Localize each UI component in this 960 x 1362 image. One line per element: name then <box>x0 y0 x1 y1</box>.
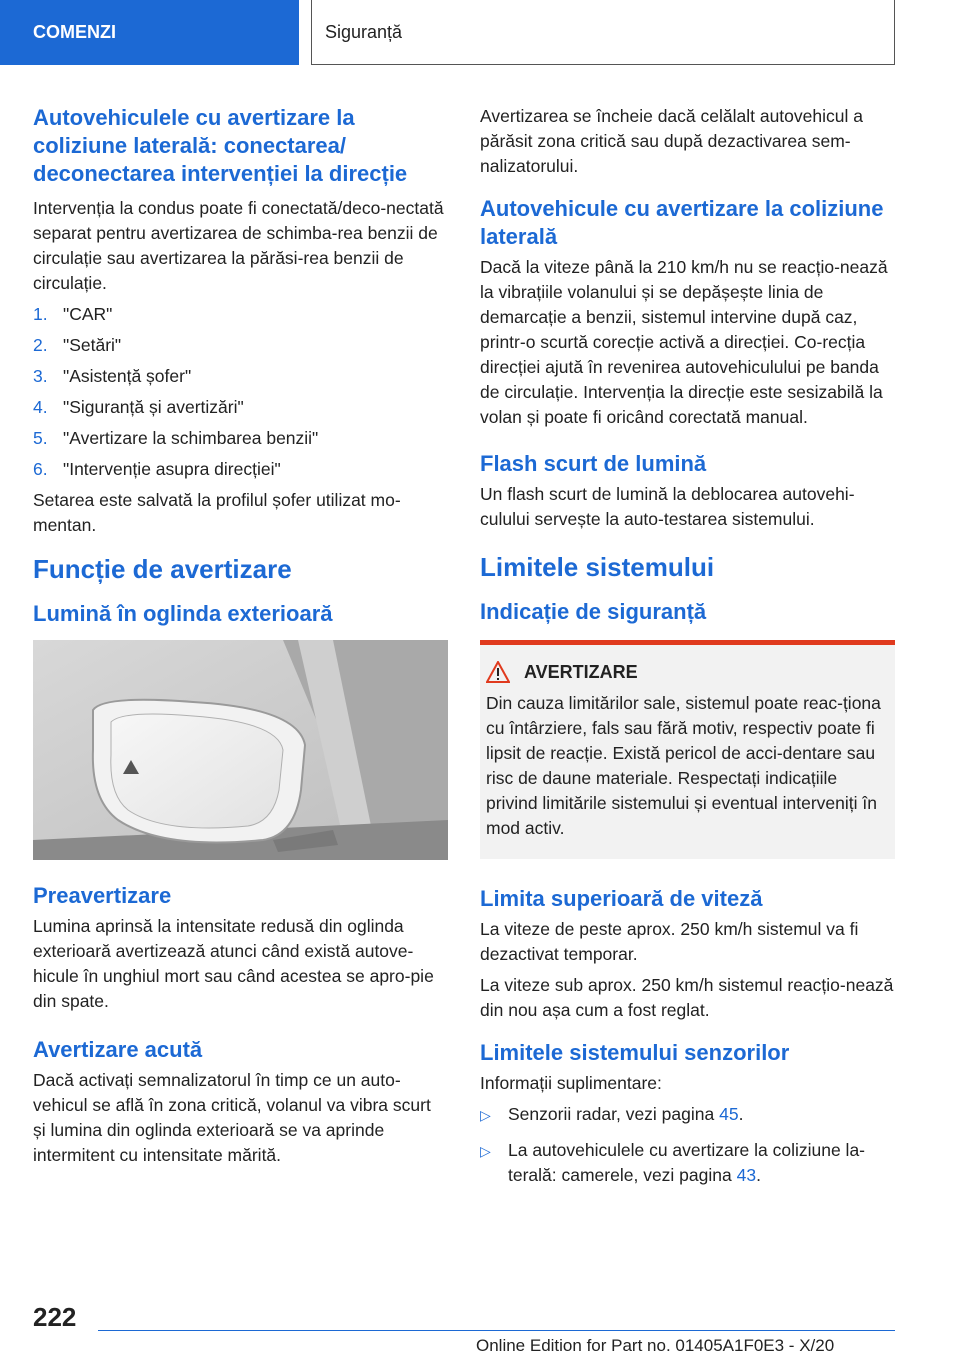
paragraph-acute-warning: Dacă activați semnalizatorul în timp ce un auto‐vehicul se află în zona critică, volanul va vibra scurt și lumina din oglinda exterioară se va aprinde intermitent cu intensitate mărită. <box>33 1070 431 1165</box>
step-number: 5. <box>33 428 48 448</box>
section-title: COMENZI <box>33 22 116 42</box>
heading-sensor-limits: Limitele sistemului senzorilor <box>480 1040 790 1065</box>
left-column <box>33 104 448 1174</box>
heading-speed-limit: Limita superioară de viteză <box>480 886 763 911</box>
chapter-header <box>311 0 895 65</box>
step-item <box>33 333 448 358</box>
heading-light-flash: Flash scurt de lumină <box>480 451 707 476</box>
warning-triangle-icon <box>486 661 510 683</box>
step-number: 3. <box>33 366 48 386</box>
step-item <box>33 457 448 482</box>
paragraph-light-flash: Un flash scurt de lumină la deblocarea autovehi‐culului servește la auto‐testarea sistemului. <box>480 484 855 529</box>
step-item <box>33 395 448 420</box>
list-item <box>480 1138 895 1188</box>
step-text: "CAR" <box>63 304 113 324</box>
paragraph-speed-below: La viteze sub aprox. 250 km/h sistemul reacțio‐nează din nou așa cum a fost reglat. <box>480 975 894 1020</box>
chapter-title: Siguranță <box>325 21 403 42</box>
step-number: 4. <box>33 397 48 417</box>
paragraph-saved: Setarea este salvată la profilul șofer utilizat mo‐mentan. <box>33 490 401 535</box>
edition-footer: Online Edition for Part no. 01405A1F0E3 - X/20 <box>476 1336 835 1355</box>
heading-intervention: Autovehiculele cu avertizare la coliziune laterală: conectarea/ deconectarea intervenției la direcție <box>33 105 408 186</box>
triangle-bullet-icon: ▷ <box>480 1107 491 1123</box>
step-number: 1. <box>33 304 48 324</box>
paragraph-intervention: Intervenția la condus poate fi conectată/deco‐nectată separat pentru avertizarea de schimba‐rea benzii de circulație sau avertizarea la părăsi‐rea benzii de circulație. <box>33 198 444 293</box>
heading-safety-note: Indicație de siguranță <box>480 599 707 624</box>
reference-text: La autovehiculele cu avertizare la coliziune la‐terală: camerele, vezi pagina <box>508 1140 866 1185</box>
paragraph-pre-warning: Lumina aprinsă la intensitate redusă din oglinda exterioară avertizează atunci când există autove‐hicule în unghiul mort sau când acestea se apro‐pie din spate. <box>33 916 434 1011</box>
step-text: "Intervenție asupra direcției" <box>63 459 281 479</box>
step-number: 6. <box>33 459 48 479</box>
page-link-43[interactable]: 43 <box>736 1165 757 1185</box>
step-text: "Asistență șofer" <box>63 366 192 386</box>
step-text: "Avertizare la schimbarea benzii" <box>63 428 319 448</box>
right-column <box>480 104 895 1198</box>
reference-end: . <box>756 1165 761 1185</box>
paragraph-warning-end: Avertizarea se încheie dacă celălalt autovehicul a părăsit zona critică sau după dezactivarea sem‐nalizatorului. <box>480 106 863 176</box>
reference-end: . <box>738 1104 744 1124</box>
mirror-illustration <box>33 640 448 860</box>
list-item <box>480 1102 895 1128</box>
paragraph-additional-info: Informații suplimentare: <box>480 1073 662 1093</box>
warning-title: AVERTIZARE <box>524 661 638 682</box>
warning-box <box>480 640 895 859</box>
triangle-bullet-icon: ▷ <box>480 1143 491 1159</box>
heading-warning-function: Funcție de avertizare <box>33 554 292 584</box>
heading-system-limits: Limitele sistemului <box>480 552 715 582</box>
paragraph-lateral-collision: Dacă la viteze până la 210 km/h nu se reacțio‐nează la vibrațiile volanului și se depășește linia de demarcație a benzii, sistemul intervine după caz, printr‐o scurtă corecție activă a direcției. Co‐recția direcției ajută în revenirea autovehiculului pe banda de circulație. Intervenția la direcție este sesizabilă la volan și poate fi oricând corectată manual. <box>480 257 888 427</box>
heading-acute-warning: Avertizare acută <box>33 1037 203 1062</box>
footer-divider <box>98 1330 895 1331</box>
page-link-45[interactable]: 45 <box>719 1104 739 1124</box>
step-item <box>33 426 448 451</box>
heading-lateral-collision: Autovehicule cu avertizare la coliziune laterală <box>480 196 884 249</box>
steps-list <box>33 302 448 482</box>
heading-mirror-light: Lumină în oglinda exterioară <box>33 601 333 626</box>
step-text: "Siguranță și avertizări" <box>63 397 244 417</box>
step-item <box>33 364 448 389</box>
reference-list <box>480 1102 895 1188</box>
heading-pre-warning: Preavertizare <box>33 883 172 908</box>
step-number: 2. <box>33 335 48 355</box>
reference-text: Senzorii radar, vezi pagina <box>508 1104 720 1124</box>
step-text: "Setări" <box>63 335 122 355</box>
section-tab <box>0 0 299 65</box>
page-number: 222 <box>33 1302 77 1332</box>
warning-text: Din cauza limitărilor sale, sistemul poate reac‐ționa cu întârziere, fals sau fără motiv, respectiv poate fi lipsit de reacție. Există pericol de acci‐dentare sau risc de daune materiale. Respectați indicațiile privind limitările sistemului și eventual interveniți în mod activ. <box>486 693 881 838</box>
paragraph-speed-above: La viteze de peste aprox. 250 km/h sistemul va fi dezactivat temporar. <box>480 919 859 964</box>
step-item <box>33 302 448 327</box>
